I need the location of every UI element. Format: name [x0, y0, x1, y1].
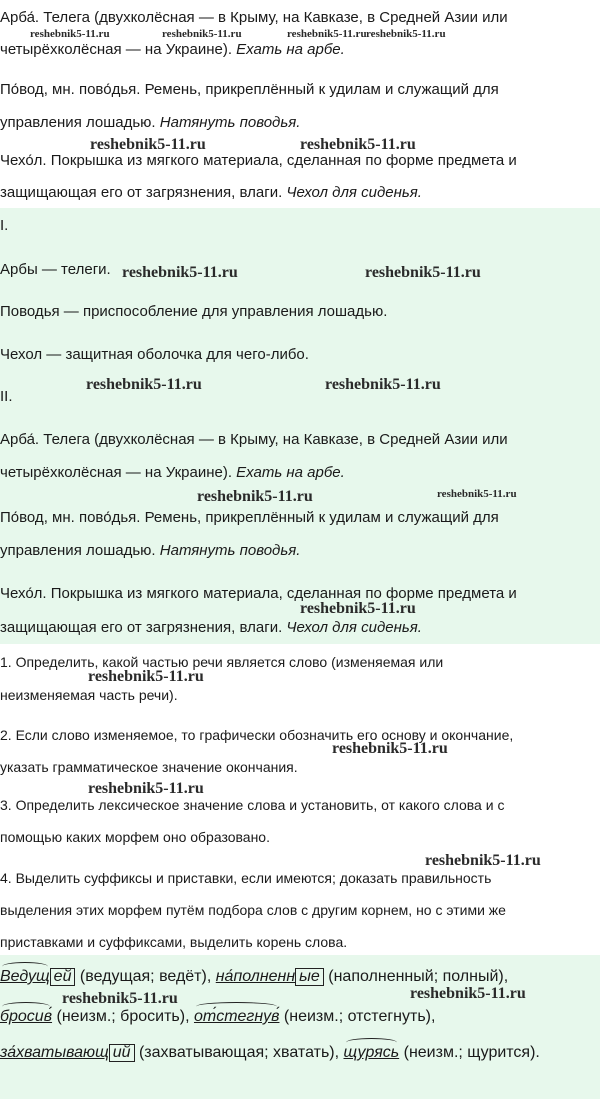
definition-chehol-line1: Чехо́л. Покрышка из мягкого материала, сделанная по форме предмета и — [0, 152, 517, 169]
step-4-line1: 4. Выделить суффиксы и приставки, если имеются; доказать правильность — [0, 870, 492, 886]
morph-stem: Ведущ — [0, 968, 50, 985]
watermark: reshebnik5-11.ru — [410, 985, 526, 1002]
step-3-line1: 3. Определить лексическое значение слова и установить, от какого слова и с — [0, 797, 505, 813]
morph-note: (неизм.; отстегнуть), — [283, 1008, 436, 1025]
definition-arba-line2 — [0, 42, 600, 57]
definition-text: защищающая его от загрязнения, влаги. — [0, 619, 283, 636]
watermark: reshebnik5-11.ru — [325, 376, 441, 393]
watermark: reshebnik5-11.ru — [197, 488, 313, 505]
watermark: reshebnik5-11.ru — [425, 852, 541, 869]
morph-line-1 — [0, 968, 600, 986]
definition-povod-line1: По́вод, мн. пово́дья. Ремень, прикреплённый к удилам и служащий для — [0, 509, 499, 526]
example-text: Чехол для сиденья. — [286, 184, 422, 201]
morph-line-2 — [0, 1008, 600, 1026]
definition-chehol-line1: Чехо́л. Покрышка из мягкого материала, сделанная по форме предмета и — [0, 585, 517, 602]
example-text: Ехать на арбе. — [236, 41, 345, 58]
watermark: reshebnik5-11.ru — [90, 136, 206, 153]
watermark: reshebnik5-11.ru — [88, 668, 204, 685]
morph-note: (ведущая; ведёт), — [79, 968, 212, 985]
section-heading-2: II. — [0, 388, 13, 405]
watermark: reshebnik5-11.ru — [287, 28, 367, 40]
morph-word: щурясь — [343, 1044, 400, 1061]
watermark: reshebnik5-11.ru — [30, 28, 110, 40]
definition-arba-line2 — [0, 465, 600, 480]
definition-arba-line1: Арба́. Телега (двухколёсная — в Крыму, на Кавказе, в Средней Азии или — [0, 431, 508, 448]
definition-chehol-line2 — [0, 620, 600, 635]
definition-text: защищающая его от загрязнения, влаги. — [0, 184, 283, 201]
definition-chehol-line2 — [0, 185, 600, 200]
watermark: reshebnik5-11.ru — [437, 488, 517, 500]
watermark: reshebnik5-11.ru — [86, 376, 202, 393]
step-1-line2: неизменяемая часть речи). — [0, 687, 178, 703]
definition-povod-line2 — [0, 543, 600, 558]
watermark: reshebnik5-11.ru — [122, 264, 238, 281]
watermark: reshebnik5-11.ru — [88, 780, 204, 797]
definition-povod-line2 — [0, 115, 600, 130]
definition-text: управления лошадью. — [0, 114, 156, 131]
morph-note: (захватывающая; хватать), — [138, 1044, 340, 1061]
example-text: Натянуть поводья. — [159, 542, 301, 559]
step-2-line2: указать грамматическое значение окончания. — [0, 759, 298, 775]
definition-povod-line1: По́вод, мн. пово́дья. Ремень, прикреплённый к удилам и служащий для — [0, 81, 499, 98]
step-4-line2: выделения этих морфем путём подбора слов с другим корнем, но с этими же — [0, 902, 506, 918]
watermark: reshebnik5-11.ru — [162, 28, 242, 40]
morph-stem: за́хватывающ — [0, 1044, 109, 1061]
definition-text: управления лошадью. — [0, 542, 156, 559]
morph-line-3 — [0, 1044, 600, 1062]
watermark: reshebnik5-11.ru — [300, 600, 416, 617]
definition-text: четырёхколёсная — на Украине). — [0, 464, 232, 481]
answer-line-arby: Арбы — телеги. — [0, 261, 111, 278]
step-4-line3: приставками и суффиксами, выделить корень слова. — [0, 934, 348, 950]
definition-arba-line1: Арба́. Телега (двухколёсная — в Крыму, на Кавказе, в Средней Азии или — [0, 9, 508, 26]
watermark: reshebnik5-11.ru — [365, 264, 481, 281]
watermark: reshebnik5-11.ru — [366, 28, 446, 40]
morph-word: от́стегнув́ — [193, 1008, 280, 1025]
morph-ending: ые — [295, 968, 324, 986]
morph-note: (наполненный; полный), — [328, 968, 509, 985]
example-text: Ехать на арбе. — [236, 464, 345, 481]
morph-word: бросив́ — [0, 1008, 53, 1025]
definition-text: четырёхколёсная — на Украине). — [0, 41, 232, 58]
watermark: reshebnik5-11.ru — [300, 136, 416, 153]
answer-line-povodya: Поводья — приспособление для управления лошадью. — [0, 303, 388, 320]
section-heading-1: I. — [0, 217, 9, 234]
watermark: reshebnik5-11.ru — [332, 740, 448, 757]
example-text: Натянуть поводья. — [159, 114, 301, 131]
answer-line-chehol: Чехол — защитная оболочка для чего-либо. — [0, 346, 309, 363]
step-3-line2: помощью каких морфем оно образовано. — [0, 829, 270, 845]
morph-ending: ей — [50, 968, 76, 986]
morph-note: (неизм.; бросить), — [56, 1008, 190, 1025]
morph-note: (неизм.; щурится). — [403, 1044, 540, 1061]
step-2-line1: 2. Если слово изменяемое, то графически обозначить его основу и окончание, — [0, 727, 514, 743]
example-text: Чехол для сиденья. — [286, 619, 422, 636]
step-1-line1: 1. Определить, какой частью речи является слово (изменяемая или — [0, 654, 444, 670]
watermark: reshebnik5-11.ru — [62, 990, 178, 1007]
morph-ending: ий — [109, 1044, 135, 1062]
morph-stem: на́полненн — [215, 968, 296, 985]
